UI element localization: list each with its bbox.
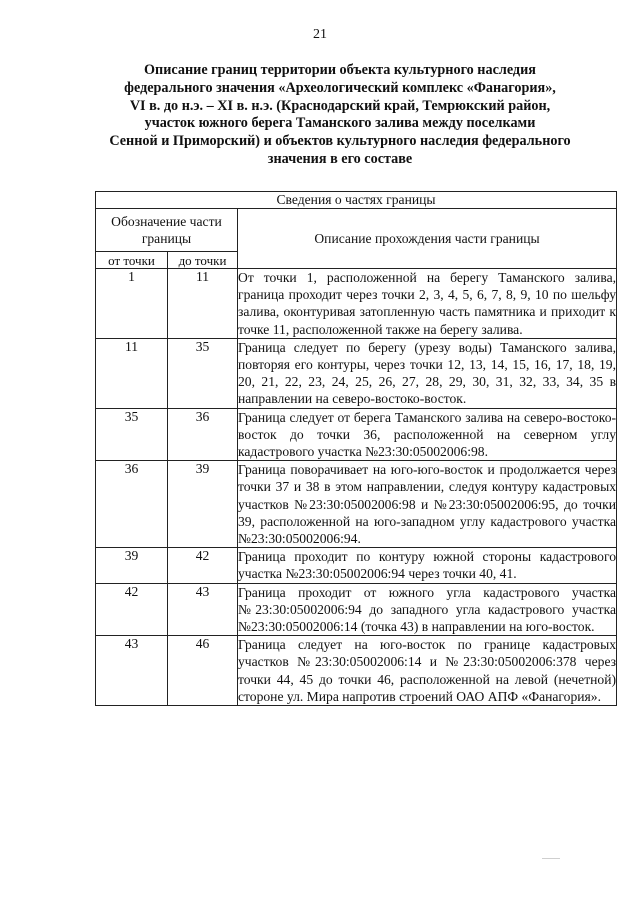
table-row — [96, 583, 617, 636]
title-line: значения в его составе — [267, 150, 413, 167]
to-point: 39 — [168, 461, 238, 548]
part-description: Граница следует от берега Таманского залива на северо-востоко-восток до точки 36, расположенной на северном углу кадастрового участка №23:30:05002006:98. — [238, 409, 617, 460]
title-line: VI в. до н.э. – XI в. н.э. (Краснодарский край, Темрюкский район, — [129, 97, 551, 114]
part-description: Граница следует по берегу (урезу воды) Таманского залива, повторяя его контуры, через точки 12, 13, 14, 15, 16, 17, 18, 19, 20, 21, 22, 23, 24, 25, 26, 27, 28, 29, 30, 31, 32, 33, 34, 35 в направлении на северо-востоко-восток. — [238, 339, 617, 407]
title-line: участок южного берега Таманского залива между поселками — [144, 115, 536, 132]
from-point: 1 — [96, 269, 168, 339]
to-point: 11 — [168, 269, 238, 339]
table-row — [96, 408, 617, 461]
designation-header: Обозначение части границы — [96, 209, 238, 252]
title-line: федерального значения «Археологический комплекс «Фанагория», — [124, 79, 556, 96]
part-description: Граница проходит от южного угла кадастрового участка №23:30:05002006:94 до западного угла кадастрового участка №23:30:05002006:14 (точка 43) в направлении на юго-восток. — [238, 584, 617, 635]
table-row — [96, 461, 617, 548]
to-point-header: до точки — [168, 252, 238, 269]
from-point: 11 — [96, 338, 168, 408]
description-header: Описание прохождения части границы — [238, 209, 617, 269]
boundary-parts-table — [95, 191, 617, 706]
to-point: 35 — [168, 338, 238, 408]
to-point: 36 — [168, 408, 238, 461]
from-point: 39 — [96, 548, 168, 583]
document-title — [70, 62, 610, 169]
from-point: 36 — [96, 461, 168, 548]
page-number: 21 — [313, 27, 327, 42]
to-point: 42 — [168, 548, 238, 583]
part-description: Граница следует на юго-восток по границе кадастровых участков №23:30:05002006:14 и №23:30:05002006:378 через точки 44, 45 до точки 46, расположенной на левой (нечетной) стороне ул. Мира напротив строений ОАО АПФ «Фанагория». — [238, 637, 617, 704]
part-description: От точки 1, расположенной на берегу Таманского залива, граница проходит через точки 2, 3, 4, 5, 6, 7, 8, 9, 10 по шельфу залива, оконтуривая затопленную часть памятника и приходит к точке 11, расположенной также на берегу залива. — [238, 270, 617, 337]
part-description: Граница проходит по контуру южной стороны кадастрового участка №23:30:05002006:94 через точки 40, 41. — [238, 549, 617, 582]
table-row — [96, 548, 617, 583]
title-line: Описание границ территории объекта культурного наследия — [144, 62, 536, 78]
table-row — [96, 636, 617, 706]
from-point: 43 — [96, 636, 168, 706]
from-point-header: от точки — [96, 252, 168, 269]
part-description: Граница поворачивает на юго-юго-восток и продолжается через точки 37 и 38 в этом направлении, следуя контуру кадастровых участков №23:30:05002006:98 и №23:30:05002006:95, до точки 39, расположенной на юго-западном углу кадастрового участка №23:30:05002006:94. — [238, 462, 617, 547]
from-point: 35 — [96, 408, 168, 461]
title-line: Сенной и Приморский) и объектов культурного наследия федерального — [109, 133, 571, 150]
table-row — [96, 269, 617, 339]
scan-artifact — [542, 858, 560, 859]
to-point: 43 — [168, 583, 238, 636]
to-point: 46 — [168, 636, 238, 706]
table-header: Сведения о частях границы — [96, 192, 617, 209]
table-row — [96, 338, 617, 408]
from-point: 42 — [96, 583, 168, 636]
